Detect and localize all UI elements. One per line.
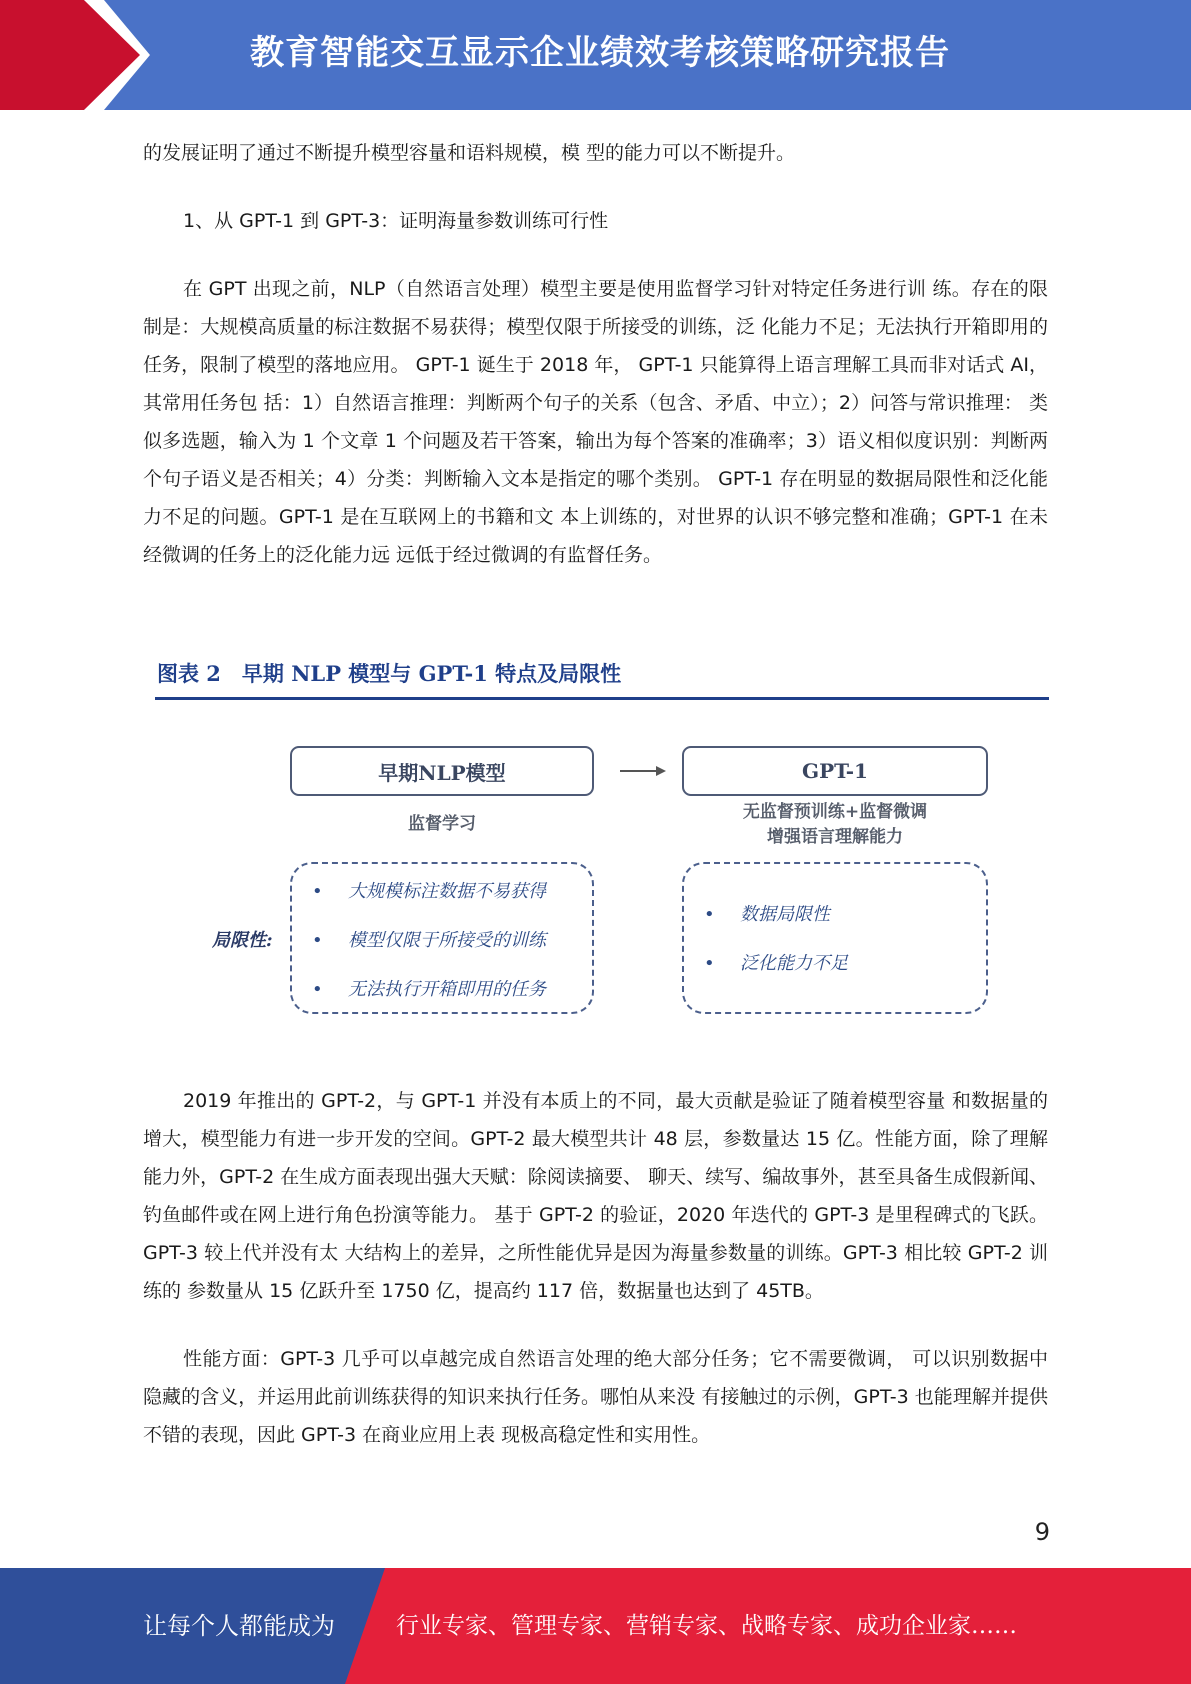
left-limitations-box [290,862,594,1014]
list-item: • 模型仅限于所接受的训练 [292,916,592,965]
box-gpt1-label: GPT-1 [802,759,868,783]
bullet-icon: • [312,979,323,1000]
page-number: 9 [1034,1518,1050,1546]
list-item: • 无法执行开箱即用的任务 [292,965,592,1014]
paragraph-2: 在 GPT 出现之前，NLP（自然语言处理）模型主要是使用监督学习针对特定任务进行训 练。存在的限制是：大规模高质量的标注数据不易获得；模型仅限于所接受的训练，泛 化能力不足；无法执行开箱即用的任务，限制了模型的落地应用。 GPT-1 诞生于 2018 年， GPT-1 只能算得上语言理解工具而非对话式 AI，其常用任务包 括：1）自然语言推理：判断两个句子的关系（包含、矛盾、中立）；2）问答与常识推理： 类似多选题，输入为 1 个文章 1 个问题及若干答案，输出为每个答案的准确率；3）语义相似度识别：判断两个句子语义是否相关；4）分类：判断输入文本是指定的哪个类别。 GPT-1 存在明显的数据局限性和泛化能力不足的问题。GPT-1 是在互联网上的书籍和文 本上训练的，对世界的认识不够完整和准确；GPT-1 在未经微调的任务上的泛化能力远 远低于经过微调的有监督任务。 [143,278,1048,566]
body-text [143,134,1048,574]
paragraph-4: 性能方面：GPT-3 几乎可以卓越完成自然语言处理的绝大部分任务；它不需要微调， 可以识别数据中隐藏的含义，并运用此前训练获得的知识来执行任务。哪怕从来没 有接触过的示例，GPT-3 也能理解并提供不错的表现，因此 GPT-3 在商业应用上表 现极高稳定性和实用性。 [143,1348,1048,1446]
bullet-icon: • [704,953,715,974]
page-header [0,0,1191,110]
limitations-label: 局限性: [212,930,273,951]
box-early-nlp-label: 早期NLP模型 [378,760,506,785]
report-title: 教育智能交互显示企业绩效考核策略研究报告 [250,33,950,73]
bullet-icon: • [704,904,715,925]
arrow-icon [620,761,668,781]
footer-slogan-left: 让每个人都能成为 [143,1612,335,1640]
bullet-icon: • [312,881,323,902]
figure-caption: 图表 2 早期 NLP 模型与 GPT-1 特点及局限性 [157,661,622,686]
bullet-icon: • [312,930,323,951]
box-gpt1 [682,746,988,796]
left-subtitle: 监督学习 [408,814,476,834]
list-item: • 泛化能力不足 [684,939,986,988]
body-text-lower [143,1082,1048,1454]
right-limitations-box [682,862,988,1014]
right-subtitle-line2: 增强语言理解能力 [767,827,903,847]
footer-slogan-right: 行业专家、管理专家、营销专家、战略专家、成功企业家…… [396,1613,1017,1639]
page-footer [0,1568,1191,1684]
list-item: • 大规模标注数据不易获得 [292,867,592,916]
paragraph-3: 2019 年推出的 GPT-2，与 GPT-1 并没有本质上的不同，最大贡献是验证了随着模型容量 和数据量的增大，模型能力有进一步开发的空间。GPT-2 最大模型共计 48 层，参数量达 15 亿。性能方面，除了理解能力外，GPT-2 在生成方面表现出强大天赋：除阅读摘要、 聊天、续写、编故事外，甚至具备生成假新闻、钓鱼邮件或在网上进行角色扮演等能力。 基于 GPT-2 的验证，2020 年迭代的 GPT-3 是里程碑式的飞跃。GPT-3 较上代并没有太 大结构上的差异，之所性能优异是因为海量参数量的训练。GPT-3 相比较 GPT-2 训练的 参数量从 15 亿跃升至 1750 亿，提高约 117 倍，数据量也达到了 45TB。 [143,1090,1048,1302]
box-early-nlp [290,746,594,796]
right-subtitle-line1: 无监督预训练+监督微调 [742,802,928,822]
right-subtitle [682,800,988,850]
section-heading: 1、从 GPT-1 到 GPT-3：证明海量参数训练可行性 [183,210,609,232]
list-item: • 数据局限性 [684,890,986,939]
caption-rule [155,697,1049,700]
paragraph-1: 的发展证明了通过不断提升模型容量和语料规模，模 型的能力可以不断提升。 [143,142,796,164]
